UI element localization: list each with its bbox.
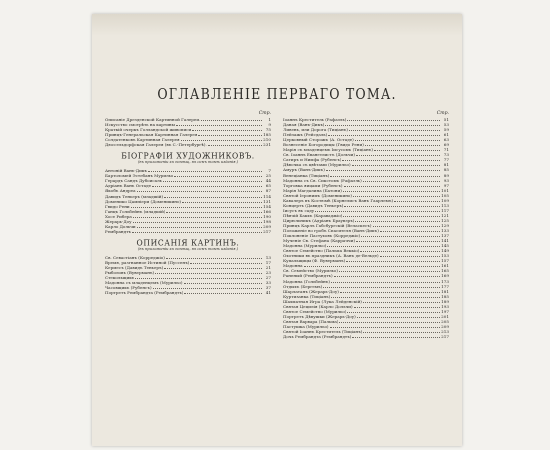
dot-leader bbox=[360, 249, 440, 252]
toc-entry-page: 137 bbox=[441, 233, 449, 239]
toc-entry-page: 41 bbox=[265, 290, 271, 296]
dot-leader bbox=[133, 220, 262, 223]
toc-entry-title: Описаніе Дрезденской Картинной Галереи. bbox=[105, 117, 201, 122]
toc-entry-title: Портретъ Рембрандта (Рембрандтъ) bbox=[105, 290, 184, 296]
toc-entry-title: Раненый (Рембрандтъ) bbox=[283, 273, 333, 279]
dot-leader bbox=[380, 254, 440, 257]
toc-entry-page: 71 bbox=[443, 147, 449, 153]
toc-entry-page: 17 bbox=[265, 259, 271, 265]
toc-entry-page: 198 bbox=[263, 218, 271, 224]
toc-entry-title: Рембрандтъ bbox=[105, 228, 132, 234]
toc-entry-title: Пейзажъ (Рейсдаль) bbox=[283, 132, 328, 138]
toc-entry-page: 154 bbox=[263, 203, 271, 209]
toc-entry-title: Іисусъ въ саду bbox=[283, 207, 315, 213]
dot-leader bbox=[363, 330, 440, 333]
toc-entry-page: 190 bbox=[263, 213, 271, 219]
toc-entry-page: 51 bbox=[443, 117, 449, 122]
toc-entry-title: Адріанъ Ванъ Остаде bbox=[105, 183, 152, 189]
dot-leader bbox=[328, 133, 440, 136]
toc-entry-page: 157 bbox=[441, 258, 449, 264]
dot-leader bbox=[163, 179, 262, 182]
toc-entry-page: 231 bbox=[263, 142, 271, 148]
dot-leader bbox=[344, 204, 440, 207]
toc-entry-page: 109 bbox=[441, 197, 449, 203]
dot-leader bbox=[148, 169, 262, 172]
toc-entry-page: 121 bbox=[441, 212, 449, 218]
toc-entry-page: 85 bbox=[443, 167, 449, 173]
toc-entry-title: Поклоненіе Пастуховъ (Корреджіо) bbox=[283, 233, 361, 239]
dot-leader bbox=[354, 305, 440, 308]
toc-entry-page: 129 bbox=[441, 222, 449, 228]
dot-leader bbox=[174, 174, 262, 177]
toc-entry-title: Солдатенковъ Картинная Галерея bbox=[105, 137, 180, 143]
toc-entry-title: Святой Іеронимъ (Доменикино) bbox=[283, 192, 352, 198]
dot-leader bbox=[394, 199, 440, 202]
toc-entry-title: Св. Севастіанъ (Корреджіо) bbox=[105, 254, 165, 260]
page-label: Стр. bbox=[258, 111, 271, 116]
toc-entry-title: Св. Семейство (Мурильо) bbox=[283, 268, 338, 274]
toc-entry-page: 27 bbox=[265, 275, 271, 281]
dot-leader bbox=[330, 174, 440, 177]
toc-entry-title: Краткій очеркъ Голландской живописи bbox=[105, 127, 192, 133]
dot-leader bbox=[132, 230, 262, 233]
binding-fold bbox=[92, 14, 462, 36]
toc-entry-title: Принцъ-Генеральская Картинная Галерея bbox=[105, 132, 198, 138]
dot-leader bbox=[343, 189, 440, 192]
toc-entry-page: 201 bbox=[441, 313, 449, 319]
dot-leader bbox=[361, 234, 440, 237]
dot-leader bbox=[315, 209, 440, 212]
toc-entry-title: Портретъ Дѣвушки (Жерарь-Доу) bbox=[283, 313, 356, 319]
toc-entry-title: Рыболовъ (Вуверманъ) bbox=[105, 270, 155, 276]
toc-entry-title: Бартоломей Эстебанъ Мурильо bbox=[105, 173, 174, 179]
toc-entry-title: Часовщикъ (Рубенсъ) bbox=[105, 285, 152, 291]
toc-entry-page: 217 bbox=[441, 334, 449, 340]
toc-entry-page: 25 bbox=[265, 173, 271, 179]
dot-leader bbox=[330, 325, 440, 328]
dot-leader bbox=[135, 276, 262, 279]
toc-entry-title: Доменико Цампіери (Доменикино) bbox=[105, 198, 182, 204]
toc-entry-title: Гвидо Рени bbox=[105, 203, 130, 209]
toc-entry-page: 69 bbox=[443, 142, 449, 148]
dot-leader bbox=[331, 280, 440, 283]
toc-entry-title: Мадонна bbox=[283, 263, 303, 269]
toc-entry-page: 23 bbox=[265, 270, 271, 276]
toc-entry-page: 181 bbox=[441, 288, 449, 294]
toc-entry-title: Кермесъ (Давидъ Теньеръ) bbox=[105, 264, 164, 270]
dot-leader bbox=[347, 118, 440, 121]
toc-entry-title: Дочь Рембрандта (Рембрандтъ) bbox=[283, 334, 352, 340]
toc-entry-page: 133 bbox=[441, 228, 449, 234]
dot-leader bbox=[323, 285, 440, 288]
right-list bbox=[283, 117, 449, 339]
dot-leader bbox=[355, 219, 440, 222]
toc-entry-title: Св. Іоаннъ Евангелистъ (Дольчи) bbox=[283, 152, 355, 158]
dot-leader bbox=[349, 128, 440, 131]
toc-entry-title: Стекольщикъ bbox=[105, 275, 135, 281]
dot-leader bbox=[356, 239, 440, 242]
dot-leader bbox=[190, 261, 262, 264]
dot-leader bbox=[325, 123, 440, 126]
toc-entry-title: Шарлатанъ (Жерарь-Доу) bbox=[283, 288, 339, 294]
dot-leader bbox=[342, 158, 440, 161]
dot-leader bbox=[374, 148, 440, 151]
toc-entry-page: 189 bbox=[441, 298, 449, 304]
bio-section-note: (въ приложеніи къ помѣщ. въ семъ томѣ изданія.) bbox=[137, 160, 239, 165]
toc-entry-page: 173 bbox=[441, 278, 449, 284]
toc-entry-title: Антоній Ванъ-Дикъ bbox=[105, 168, 148, 174]
toc-entry bbox=[105, 142, 271, 147]
dot-leader bbox=[176, 123, 262, 126]
toc-entry-title: Мадонна съ Св. Сикстомъ (Рафаэль) bbox=[283, 177, 362, 183]
dot-leader bbox=[152, 184, 262, 187]
dot-leader bbox=[133, 215, 262, 218]
toc-entry-page: 213 bbox=[441, 328, 449, 334]
dot-leader bbox=[340, 290, 440, 293]
toc-entry-page: 205 bbox=[441, 318, 449, 324]
toc-entry-page: 210 bbox=[263, 137, 271, 143]
bio-section-title: БІОГРАФІИ ХУДОЖНИКОВЪ. bbox=[121, 150, 255, 161]
toc-entry-title: Святая Варвара (Пальма) bbox=[283, 318, 339, 324]
toc-entry-page: 153 bbox=[441, 253, 449, 259]
toc-entry-page: 73 bbox=[443, 152, 449, 158]
toc-entry-page: 59 bbox=[443, 127, 449, 133]
toc-entry bbox=[105, 229, 271, 234]
toc-entry-title: Марія Магдалина (Батони) bbox=[283, 187, 342, 193]
dot-leader bbox=[346, 259, 440, 262]
toc-entry-title: Святое Семейство (Пальма Веккіо) bbox=[283, 248, 360, 254]
desc-list bbox=[105, 255, 271, 295]
toc-entry-title: Сатиръ и Нимфа (Рубенсъ) bbox=[283, 157, 342, 163]
toc-entry-page: 63 bbox=[443, 137, 449, 143]
toc-entry-title: Святой Іоаннъ Креститель (Тиціанъ) bbox=[283, 328, 363, 334]
bio-list bbox=[105, 168, 271, 234]
toc-entry-title: Пѣвчій Бакхъ (Караваджіо) bbox=[283, 212, 343, 218]
toc-entry-title: Хосе Рибера bbox=[105, 213, 132, 219]
toc-entry-title: Торговка яицами (Рубенсъ) bbox=[283, 182, 343, 188]
dot-leader bbox=[352, 163, 440, 166]
dot-leader bbox=[201, 118, 262, 121]
toc-entry-page: 53 bbox=[443, 122, 449, 128]
page-title: ОГЛАВЛЕНІЕ ПЕРВАГО ТОМА. bbox=[157, 84, 397, 103]
toc-entry-page: 177 bbox=[441, 283, 449, 289]
toc-entry-title: Якобъ Андреа bbox=[105, 188, 136, 194]
toc-entry-title: Купальщицы (Ф. Вуверманъ) bbox=[283, 258, 346, 264]
toc-entry-title: Время, разгнанное Истиной (Пуссенъ) bbox=[105, 259, 190, 265]
toc-entry bbox=[105, 290, 271, 295]
toc-entry-page: 185 bbox=[263, 132, 271, 138]
toc-entry-title: Дюссельдорфская Галерея (въ С.-Петербургѣ). bbox=[105, 142, 207, 148]
toc-entry-title: Принцъ Карлъ Габсбургскій (Веласкесъ) bbox=[283, 222, 372, 228]
dot-leader bbox=[164, 266, 262, 269]
dot-leader bbox=[363, 179, 440, 182]
desc-section-note: (въ приложеніи къ помѣщ. въ семъ томѣ изданія.) bbox=[137, 246, 239, 251]
toc-entry-page: 169 bbox=[441, 273, 449, 279]
toc-entry-title: Марія съ младенцемъ Іисусомъ (Тиціанъ) bbox=[283, 147, 373, 153]
toc-entry-title: Мученіе Св. Стефана (Карраччи) bbox=[283, 238, 356, 244]
toc-entry-page: 65 bbox=[265, 183, 271, 189]
toc-entry-title: Жерарь-Доу bbox=[105, 218, 132, 224]
toc-entry-title: Искусство смотрѣть на картины bbox=[105, 122, 175, 128]
toc-entry-page: 197 bbox=[441, 308, 449, 314]
toc-entry-page: 89 bbox=[443, 172, 449, 178]
toc-entry bbox=[283, 334, 449, 339]
toc-entry-title: Давидъ Теньеръ (младшій) bbox=[105, 193, 164, 199]
toc-entry-title: Амуръ (Ванъ-Дикъ) bbox=[283, 167, 325, 173]
toc-entry-page: 81 bbox=[443, 162, 449, 168]
toc-entry-title: Святое Семейство (Мурильо) bbox=[283, 308, 347, 314]
toc-entry-page: 193 bbox=[441, 303, 449, 309]
dot-leader bbox=[182, 200, 262, 203]
dot-leader bbox=[344, 184, 441, 187]
toc-entry-title: Святая Цецилія (Карло Дольчи) bbox=[283, 303, 353, 309]
toc-entry-title: Карло Дольчи bbox=[105, 223, 136, 229]
toc-entry-page: 131 bbox=[263, 198, 271, 204]
toc-entry-title: Церковный Сторожъ (А. Остаде) bbox=[283, 137, 354, 143]
toc-entry-page: 33 bbox=[265, 280, 271, 286]
dot-leader bbox=[164, 195, 262, 198]
dot-leader bbox=[153, 286, 262, 289]
toc-entry-page: 209 bbox=[263, 223, 271, 229]
dot-leader bbox=[339, 320, 440, 323]
dot-leader bbox=[353, 194, 440, 197]
right-column bbox=[283, 111, 449, 341]
toc-entry-title: Ганцъ Гольбейнъ (младшій) bbox=[105, 208, 166, 214]
toc-entry-title: Венеціанка (Тиціанъ) bbox=[283, 172, 330, 178]
dot-leader bbox=[365, 143, 440, 146]
dot-leader bbox=[327, 244, 440, 247]
toc-entry-page: 77 bbox=[443, 157, 449, 163]
toc-entry-page: 97 bbox=[443, 182, 449, 188]
toc-entry-page: 166 bbox=[263, 208, 271, 214]
dot-leader bbox=[380, 229, 440, 232]
dot-leader bbox=[192, 128, 262, 131]
intro-list bbox=[105, 117, 271, 147]
toc-entry-page: 1 bbox=[268, 117, 271, 122]
toc-entry-title: Пастушка (Мурильо) bbox=[283, 323, 329, 329]
toc-entry-title: Герардъ Сандъ Дубоисаль bbox=[105, 178, 162, 184]
toc-entry-page: 117 bbox=[441, 207, 449, 213]
toc-entry-title: Концертъ (Давидъ Теньеръ) bbox=[283, 202, 344, 208]
toc-entry-page: 101 bbox=[441, 187, 449, 193]
toc-entry-page: 125 bbox=[441, 217, 449, 223]
dot-leader bbox=[356, 153, 440, 156]
dot-leader bbox=[352, 335, 440, 338]
dot-leader bbox=[198, 133, 262, 136]
toc-entry-page: 37 bbox=[265, 285, 271, 291]
toc-entry-page: 161 bbox=[441, 263, 449, 269]
dot-leader bbox=[137, 189, 262, 192]
dot-leader bbox=[373, 224, 441, 227]
dot-leader bbox=[131, 205, 262, 208]
desc-section-title: ОПИСАНІЯ КАРТИНЪ. bbox=[136, 237, 240, 248]
toc-entry-page: 93 bbox=[443, 177, 449, 183]
dot-leader bbox=[363, 300, 440, 303]
toc-entry-page: 149 bbox=[441, 248, 449, 254]
toc-entry-page: 44 bbox=[265, 178, 271, 184]
toc-entry-page: 61 bbox=[443, 132, 449, 138]
toc-entry-title: Мадонна (Мурильо) bbox=[283, 243, 327, 249]
toc-entry-title: Вознесеніе Богородицы (Гвидо Рени) bbox=[283, 142, 364, 148]
dot-leader bbox=[137, 225, 262, 228]
toc-entry-page: 165 bbox=[441, 268, 449, 274]
dot-leader bbox=[155, 271, 262, 274]
dot-leader bbox=[304, 264, 440, 267]
toc-entry-page: 113 bbox=[441, 202, 449, 208]
dot-leader bbox=[357, 315, 440, 318]
toc-entry-title: Кавалеръ въ Костюмѣ (Корнелисъ Ванъ Гаарлемъ) bbox=[283, 197, 394, 203]
dot-leader bbox=[166, 256, 262, 259]
toc-entry-title: Положеніе во гробъ Спасителя (Ванъ-Дикъ) bbox=[283, 228, 379, 234]
toc-entry-title: Отдыхъ (Бергемъ) bbox=[283, 283, 323, 289]
toc-entry-page: 185 bbox=[441, 293, 449, 299]
toc-entry-title: Охотники въ праздникъ (А. Ванъ де-Вельде) bbox=[283, 253, 379, 259]
toc-entry-page: 13 bbox=[265, 254, 271, 260]
toc-entry-page: 145 bbox=[441, 243, 449, 249]
book-page bbox=[92, 14, 462, 446]
toc-entry-title: Мадонна (Гольбейнъ) bbox=[283, 278, 330, 284]
toc-entry-page: 87 bbox=[265, 188, 271, 194]
toc-entry-title: Шахматная Игра (Лука Лейденскій) bbox=[283, 298, 362, 304]
dot-leader bbox=[339, 269, 440, 272]
dot-leader bbox=[334, 274, 440, 277]
dot-leader bbox=[166, 210, 262, 213]
toc-entry-page: 141 bbox=[441, 238, 449, 244]
dot-leader bbox=[208, 143, 262, 146]
toc-entry-title: Мадонна съ младенцемъ (Мурильо) bbox=[105, 280, 183, 286]
toc-entry-title: Цирюльникъ (Адріанъ Браувэръ) bbox=[283, 217, 355, 223]
dot-leader bbox=[326, 168, 440, 171]
toc-entry-title: Ливень, или Дорога (Тиціанъ) bbox=[283, 127, 348, 133]
dot-leader bbox=[184, 281, 263, 284]
dot-leader bbox=[181, 138, 262, 141]
toc-entry-page: 7 bbox=[268, 168, 271, 174]
dot-leader bbox=[355, 138, 440, 141]
toc-entry-title: Куртизанка (Тиціанъ) bbox=[283, 293, 331, 299]
dot-leader bbox=[347, 310, 440, 313]
toc-entry-page: 75 bbox=[265, 127, 271, 133]
toc-entry-page: 217 bbox=[263, 228, 271, 234]
toc-entry-page: 9 bbox=[268, 122, 271, 128]
dot-leader bbox=[343, 214, 440, 217]
dot-leader bbox=[331, 295, 440, 298]
toc-entry-page: 114 bbox=[263, 193, 271, 199]
page-label-right: Стр. bbox=[436, 111, 449, 116]
dot-leader bbox=[184, 291, 262, 294]
toc-entry-page: 209 bbox=[441, 323, 449, 329]
toc-entry-page: 21 bbox=[265, 264, 271, 270]
toc-entry-title: Іоаннъ Креститель (Рафаэль) bbox=[283, 117, 347, 122]
toc-entry-page: 105 bbox=[441, 192, 449, 198]
left-column bbox=[105, 111, 271, 297]
toc-entry-title: Даная (Ванъ-Дикъ) bbox=[283, 122, 325, 128]
toc-entry-title: Дѣвочка съ цвѣтами (Мурильо) bbox=[283, 162, 351, 168]
